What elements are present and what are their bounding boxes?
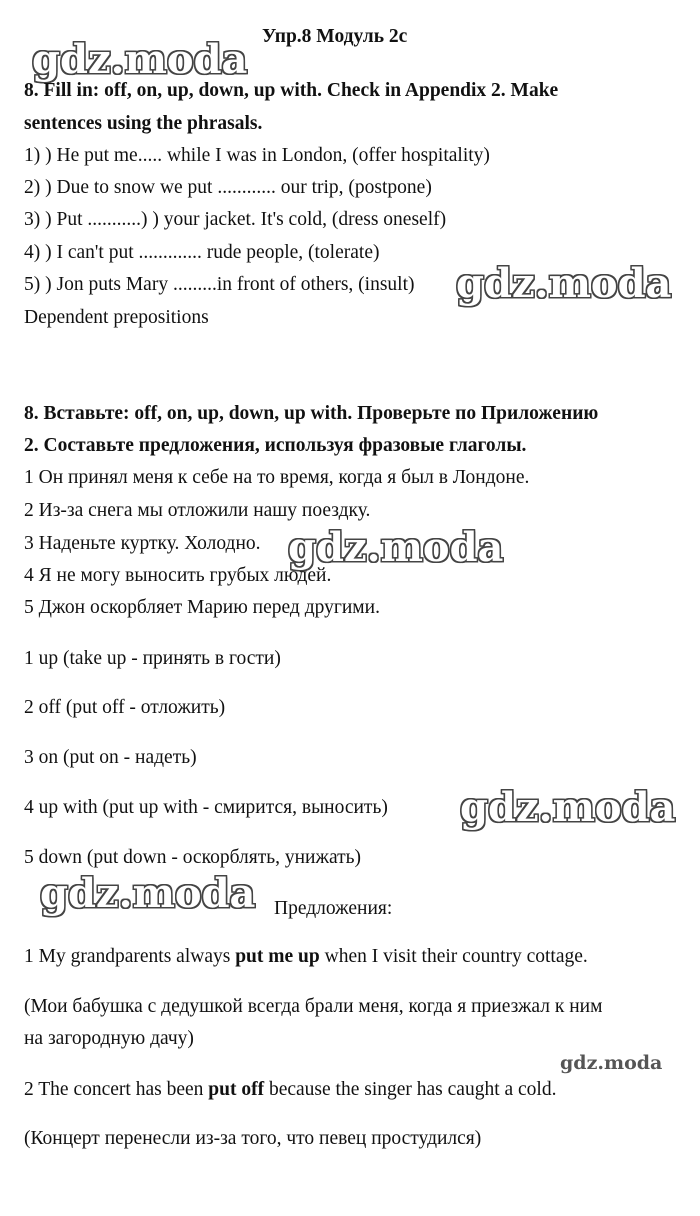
- sentence-translation: (Мои бабушка с дедушкой всегда брали меня, когда я приезжал к ним: [24, 996, 603, 1017]
- sentence-translation: (Концерт перенесли из-за того, что певец простудился): [24, 1128, 482, 1149]
- watermark-logo: gdz.moda: [32, 36, 248, 83]
- watermark-logo: gdz.moda: [560, 1052, 663, 1074]
- section-label: Dependent prepositions: [24, 307, 209, 328]
- sentence-translation-cont: на загородную дачу): [24, 1028, 194, 1049]
- sentence-text: 1 My grandparents always: [24, 946, 236, 967]
- task-heading-ru-cont: 2. Составьте предложения, используя фразовые глаголы.: [24, 435, 527, 456]
- answer-item: 4 up with (put up with - смирится, выносить): [24, 797, 388, 818]
- sentences-heading: Предложения:: [274, 898, 393, 919]
- exercise-item: 3) ) Put ...........) ) your jacket. It's cold, (dress oneself): [24, 209, 447, 230]
- watermark-logo: gdz.moda: [288, 524, 504, 571]
- exercise-item: 4) ) I can't put ............. rude people, (tolerate): [24, 242, 380, 263]
- task-heading-en: 8. Fill in: off, on, up, down, up with. Check in Appendix 2. Make: [24, 80, 559, 101]
- watermark-logo: gdz.moda: [456, 260, 672, 307]
- example-sentence: [24, 944, 588, 970]
- answer-item: 5 down (put down - оскорблять, унижать): [24, 847, 362, 868]
- translation-item: 2 Из-за снега мы отложили нашу поездку.: [24, 500, 371, 521]
- exercise-item: 1) ) He put me..... while I was in London, (offer hospitality): [24, 145, 490, 166]
- answer-item: 3 on (put on - надеть): [24, 747, 197, 768]
- watermark-logo: gdz.moda: [40, 870, 256, 917]
- translation-item: 5 Джон оскорбляет Марию перед другими.: [24, 597, 380, 618]
- phrasal-verb: put me up: [235, 946, 320, 967]
- answer-item: 2 off (put off - отложить): [24, 697, 226, 718]
- sentence-text: 2 The concert has been: [24, 1079, 209, 1100]
- task-heading-ru: 8. Вставьте: off, on, up, down, up with. Проверьте по Приложению: [24, 403, 599, 424]
- sentence-text: when I visit their country cottage.: [319, 946, 588, 967]
- sentence-text: because the singer has caught a cold.: [264, 1079, 557, 1100]
- watermark-logo: gdz.moda: [460, 784, 676, 831]
- translation-item: 3 Наденьте куртку. Холодно.: [24, 533, 261, 554]
- page-title: Упр.8 Модуль 2с: [262, 26, 408, 47]
- translation-item: 4 Я не могу выносить грубых людей.: [24, 565, 332, 586]
- example-sentence: [24, 1077, 556, 1103]
- task-heading-en-cont: sentences using the phrasals.: [24, 113, 263, 134]
- phrasal-verb: put off: [208, 1079, 265, 1100]
- translation-item: 1 Он принял меня к себе на то время, когда я был в Лондоне.: [24, 467, 530, 488]
- exercise-item: 5) ) Jon puts Mary .........in front of others, (insult): [24, 274, 415, 295]
- exercise-item: 2) ) Due to snow we put ............ our trip, (postpone): [24, 177, 432, 198]
- answer-item: 1 up (take up - принять в гости): [24, 648, 281, 669]
